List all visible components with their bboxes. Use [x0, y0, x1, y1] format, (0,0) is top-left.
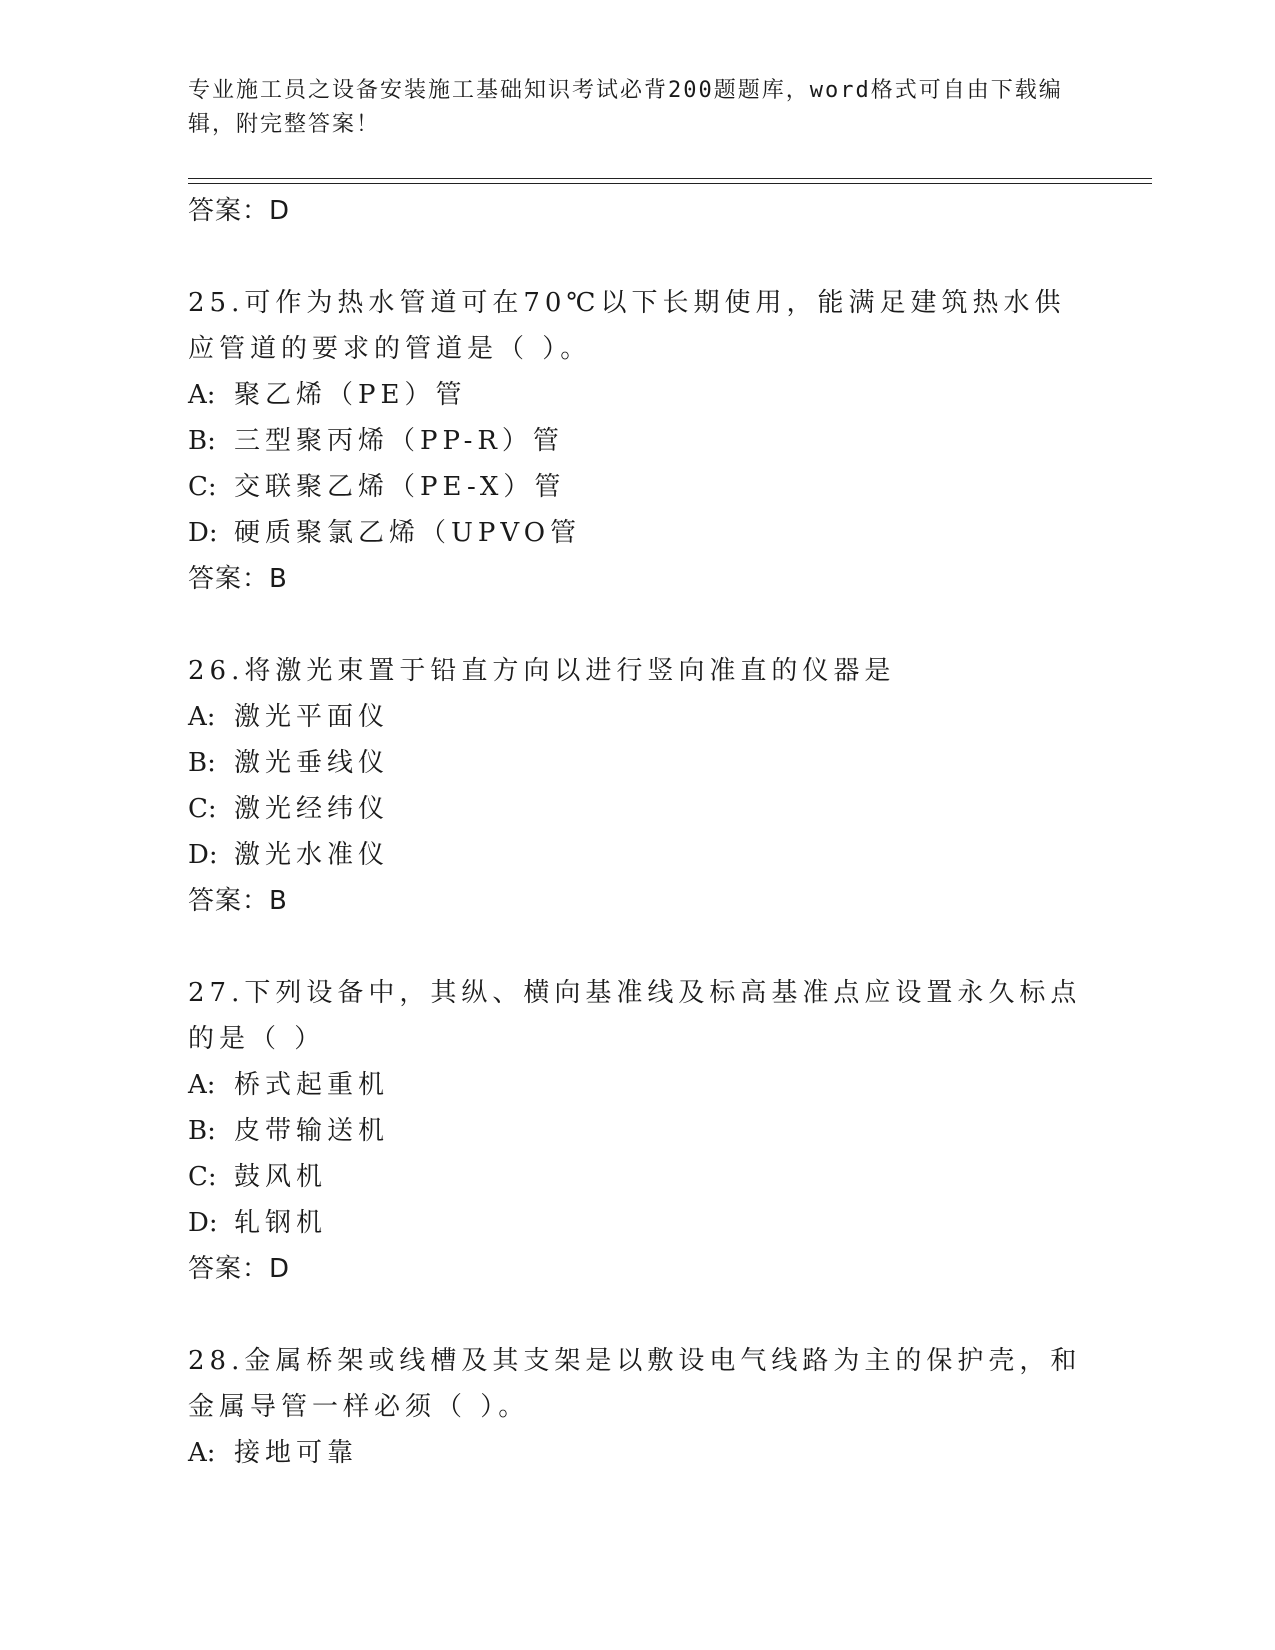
option-letter: D: — [188, 518, 218, 548]
option-text: 激光垂线仪 — [234, 748, 390, 778]
option-text: 激光平面仪 — [234, 702, 390, 732]
option-text: 鼓风机 — [234, 1162, 328, 1192]
option-text: 激光水准仪 — [234, 840, 390, 870]
option-text: 轧钢机 — [234, 1208, 328, 1238]
option-letter: C: — [188, 1162, 217, 1192]
option-b — [188, 418, 1088, 464]
option-letter: A: — [188, 1438, 216, 1468]
option-a — [188, 1062, 1088, 1108]
option-text: 皮带输送机 — [234, 1116, 390, 1146]
question-stem: 26.将激光束置于铅直方向以进行竖向准直的仪器是 — [188, 656, 896, 686]
option-letter: B: — [188, 426, 216, 456]
option-text: 聚乙烯（PE）管 — [234, 380, 467, 410]
answer-label: 答案： — [188, 886, 270, 916]
option-text: 激光经纬仪 — [234, 794, 390, 824]
option-d — [188, 1200, 1088, 1246]
answer-value: B — [269, 886, 288, 916]
option-b — [188, 740, 1088, 786]
option-text: 交联聚乙烯（PE-X）管 — [234, 472, 566, 502]
option-text: 桥式起重机 — [234, 1070, 390, 1100]
option-letter: D: — [188, 840, 218, 870]
header-rule-bottom — [188, 183, 1152, 184]
question-stem: 28.金属桥架或线槽及其支架是以敷设电气线路为主的保护壳，和金属导管一样必须（ ）。 — [188, 1346, 1082, 1422]
question-stem: 25.可作为热水管道可在70℃以下长期使用，能满足建筑热水供应管道的要求的管道是（ ）。 — [188, 288, 1066, 364]
question-28 — [188, 1338, 1088, 1476]
option-letter: A: — [188, 380, 216, 410]
option-d — [188, 510, 1088, 556]
option-letter: C: — [188, 794, 217, 824]
answer-line — [188, 188, 1088, 234]
answer-line — [188, 1246, 1088, 1292]
answer-label: 答案： — [188, 564, 270, 594]
answer-value: B — [269, 564, 288, 594]
option-c — [188, 786, 1088, 832]
answer-value: D — [269, 196, 291, 226]
question-25 — [188, 280, 1088, 602]
question-list — [188, 188, 1088, 1476]
answer-label: 答案： — [188, 1254, 270, 1284]
header-rule-top — [188, 178, 1152, 179]
option-a — [188, 1430, 1088, 1476]
question-27 — [188, 970, 1088, 1292]
option-a — [188, 694, 1088, 740]
header-title: 专业施工员之设备安装施工基础知识考试必背200题题库，word格式可自由下载编辑，附完整答案！ — [188, 78, 1063, 137]
option-text: 硬质聚氯乙烯（UPVO管 — [234, 518, 582, 548]
option-letter: D: — [188, 1208, 218, 1238]
option-c — [188, 464, 1088, 510]
option-text: 三型聚丙烯（PP-R）管 — [234, 426, 564, 456]
answer-value: D — [269, 1254, 291, 1284]
option-c — [188, 1154, 1088, 1200]
question-26 — [188, 648, 1088, 924]
option-letter: B: — [188, 748, 216, 778]
answer-label: 答案： — [188, 196, 270, 226]
option-letter: C: — [188, 472, 217, 502]
option-letter: A: — [188, 702, 216, 732]
option-b — [188, 1108, 1088, 1154]
option-d — [188, 832, 1088, 878]
question-stem: 27.下列设备中，其纵、横向基准线及标高基准点应设置永久标点的是（ ） — [188, 978, 1082, 1054]
answer-line — [188, 556, 1088, 602]
document-header — [188, 74, 1088, 142]
option-letter: A: — [188, 1070, 216, 1100]
option-letter: B: — [188, 1116, 216, 1146]
option-text: 接地可靠 — [234, 1438, 359, 1468]
option-a — [188, 372, 1088, 418]
answer-line — [188, 878, 1088, 924]
